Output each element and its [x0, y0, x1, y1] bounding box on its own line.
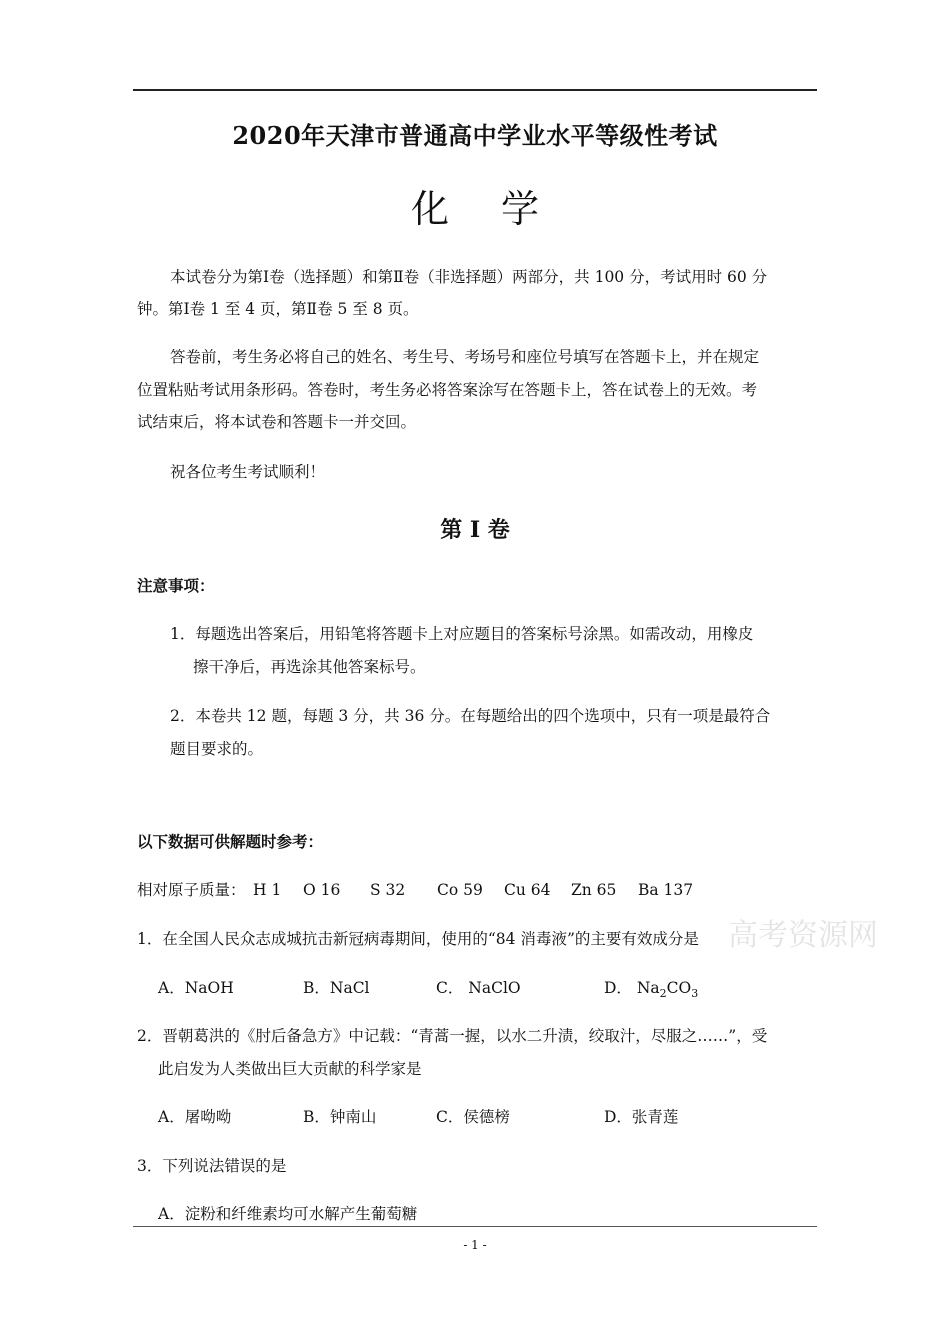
- atomic-mass-zn: Zn 65: [571, 881, 617, 899]
- q1-option-b: B．NaCl: [303, 979, 370, 997]
- top-rule: [133, 89, 817, 91]
- q2-option-d: D．张青莲: [604, 1108, 679, 1126]
- atomic-masses-row: [137, 880, 737, 900]
- watermark: 高考资源网: [728, 918, 878, 953]
- atomic-mass-co: Co 59: [437, 881, 483, 899]
- q1-option-d-prefix: D． Na: [604, 979, 660, 997]
- note-2-line1: 2．本卷共 12 题，每题 3 分，共 36 分。在每题给出的四个选项中，只有一项是最符合: [170, 707, 771, 725]
- intro-p1-line1: 本试卷分为第Ⅰ卷（选择题）和第Ⅱ卷（非选择题）两部分，共 100 分，考试用时 60 分: [170, 268, 768, 286]
- q2-stem-line1: 2．晋朝葛洪的《肘后备急方》中记载：“青蒿一握，以水二升渍，绞取汁，尽服之……”，受: [137, 1027, 768, 1045]
- page-title: 2020年天津市普通高中学业水平等级性考试: [232, 121, 718, 150]
- q2-option-c: C．侯德榜: [436, 1108, 510, 1126]
- intro-p2-line2: 位置粘贴考试用条形码。答卷时，考生务必将答案涂写在答题卡上，答在试卷上的无效。考: [137, 381, 758, 399]
- atomic-mass-h: H 1: [253, 881, 282, 899]
- intro-p3: 祝各位考生考试顺利！: [170, 463, 326, 481]
- atomic-mass-o: O 16: [303, 881, 341, 899]
- q2-option-b: B．钟南山: [303, 1108, 377, 1126]
- page-number: - 1 -: [463, 1238, 487, 1252]
- volume-title: 第 I 卷: [440, 517, 510, 543]
- q2-option-a: A．屠呦呦: [158, 1108, 232, 1126]
- bottom-rule: [133, 1226, 817, 1227]
- intro-p2-line3: 试结束后，将本试卷和答题卡一并交回。: [137, 413, 417, 431]
- q1-option-a: A．NaOH: [158, 979, 234, 997]
- note-1-line2: 擦干净后，再选涂其他答案标号。: [193, 658, 426, 676]
- q1-option-d-sub1: 2: [659, 987, 667, 1001]
- intro-p2-line1: 答卷前，考生务必将自己的姓名、考生号、考场号和座位号填写在答题卡上，并在规定: [170, 348, 760, 366]
- atomic-masses-label: 相对原子质量：: [137, 881, 246, 899]
- q2-stem-line2: 此启发为人类做出巨大贡献的科学家是: [158, 1060, 422, 1078]
- intro-p1-line2: 钟。第Ⅰ卷 1 至 4 页，第Ⅱ卷 5 至 8 页。: [137, 300, 419, 318]
- subject-title: 化学: [410, 187, 591, 231]
- reference-heading: 以下数据可供解题时参考：: [137, 832, 324, 851]
- q1-option-d-mid: CO: [666, 979, 692, 997]
- atomic-mass-ba: Ba 137: [638, 881, 694, 899]
- q3-option-a: A．淀粉和纤维素均可水解产生葡萄糖: [158, 1205, 418, 1223]
- notes-heading: 注意事项：: [137, 576, 215, 595]
- q1-stem: 1．在全国人民众志成城抗击新冠病毒期间，使用的“84 消毒液”的主要有效成分是: [137, 930, 699, 948]
- atomic-mass-s: S 32: [370, 881, 406, 899]
- note-1-line1: 1．每题选出答案后，用铅笔将答题卡上对应题目的答案标号涂黑。如需改动，用橡皮: [170, 625, 754, 643]
- note-2-line2: 题目要求的。: [170, 740, 264, 758]
- q3-stem: 3．下列说法错误的是: [137, 1157, 287, 1175]
- q1-option-d-sub2: 3: [691, 987, 699, 1001]
- atomic-mass-cu: Cu 64: [504, 881, 551, 899]
- q1-option-d: [604, 978, 698, 1004]
- q1-option-c: C． NaClO: [436, 979, 521, 997]
